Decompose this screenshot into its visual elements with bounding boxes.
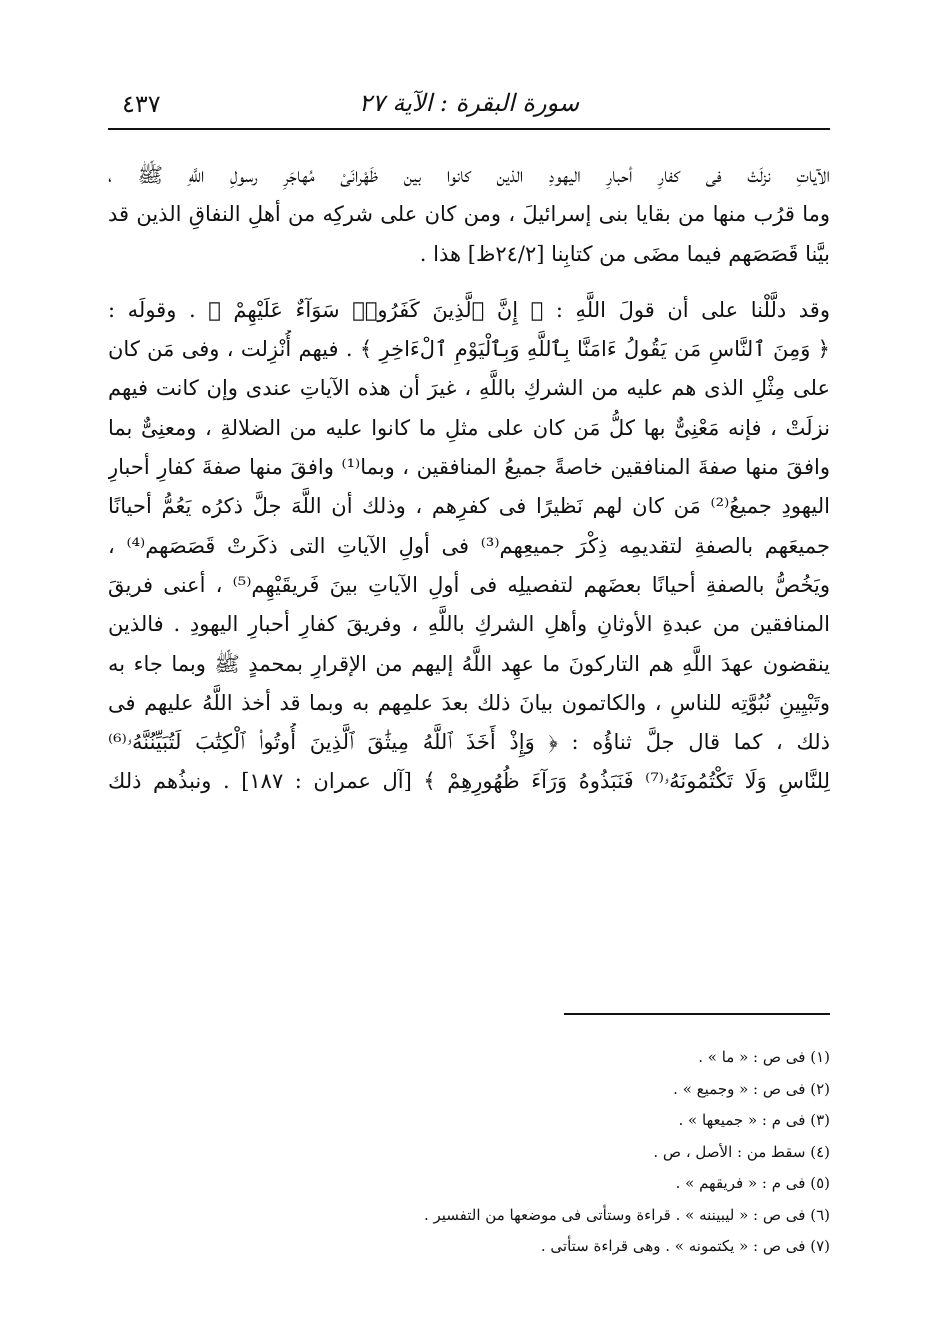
- footnotes: [108, 1042, 830, 1263]
- footnote-item: (٦) فى ص : « ليبيننه » . قراءة وستأتى فى موضعها من التفسير .: [423, 1205, 830, 1224]
- text-line: المنافقين من عبدةِ الأوثانِ وأهلِ الشركِ باللَّهِ ، وفريقَ كفارِ أحبارِ اليهودِ . فالذين: [108, 612, 830, 637]
- footnote-item: (١) فى ص : « ما » .: [698, 1048, 830, 1066]
- footnote-item: (٤) سقط من : الأصل ، ص .: [653, 1142, 830, 1161]
- text-line: اليهودِ جميعُ⁽²⁾ مَن كان لهم نَظيرًا فى كفرِهم ، وذلك أن اللَّهَ جلَّ ذكرُه يَعُمُّ أحيانًا: [108, 494, 830, 519]
- text-line: جميعَهم بالصفةِ لتقديمِه ذِكْرَ جميعِهم⁽³⁾ فى أولِ الآياتِ التى ذكَرتْ قَصَصَهم⁽⁴⁾ ،: [108, 533, 830, 558]
- text-line: نزلَتْ ، فإنه مَعْنِىٌّ بها كلُّ مَن كان على مثلِ ما كانوا عليه من الضلالةِ ، ومعنِىٌّ بما: [108, 415, 830, 440]
- text-line: على مِثْلِ الذى هم عليه من الشركِ باللَّهِ ، غيرَ أن هذه الآياتِ عندى وإن كانت فيهم: [108, 376, 830, 401]
- text-line: وافقَ منها صفةَ المنافقين خاصةً جميعُ المنافقين ، وبما⁽¹⁾ وافقَ منها صفةَ كفارِ أحبارِ: [108, 455, 830, 480]
- footnote-item: (٧) فى ص : « يكتمونه » . وهى قراءة ستأتى .: [540, 1237, 830, 1255]
- footnote-item: (٥) فى م : « فريقهم » .: [675, 1174, 830, 1192]
- text-line: وتَبْيِينِ نُبُوَّتِه للناسِ ، والكاتمون بيانَ ذلك بعدَ علمِهم به وبما قد أخذ اللَّهُ عليهم فى: [108, 690, 830, 715]
- header-divider: [108, 128, 830, 130]
- page-number: ٤٣٧: [122, 90, 161, 118]
- text-line: وقد دلَّلْنا على أن قولَ اللَّهِ : ﴿ إِنَّ ٱلَّذِينَ كَفَرُوا۟ سَوَآءٌ عَلَيْهِمْ ﴾ . وقولَه :: [108, 297, 830, 322]
- text-line: ويَخُصُّ بالصفةِ أحيانًا بعضَهم لتفصيلِه فى أولِ الآياتِ بينَ فَريقَيْهِم⁽⁵⁾ ، أعنى فريقَ: [108, 572, 830, 597]
- main-text: [108, 156, 830, 802]
- footnote-item: (٣) فى م : « جميعها » .: [678, 1111, 830, 1129]
- running-title: سورة البقرة : الآية ٢٧: [358, 89, 580, 117]
- page-header: [108, 84, 830, 124]
- text-line: بيَّنا قَصَصَهم فيما مضَى من كتابِنا [٢٤/٢ظ] هذا .: [419, 241, 830, 266]
- text-line: ﴿ وَمِنَ ٱلنَّاسِ مَن يَقُولُ ءَامَنَّا بِٱللَّهِ وَبِٱلْيَوْمِ ٱلْءَاخِرِ ﴾ . فيهم أُنْزِلت ، وفى مَن كان: [108, 337, 830, 362]
- footnote-item: (٢) فى ص : « وجميع » .: [673, 1079, 830, 1098]
- text-line: ينقضون عهدَ اللَّهِ هم التاركونَ ما عهِد اللَّهُ إليهم من الإقرارِ بمحمدٍ ﷺ وبما جاء به: [108, 651, 830, 676]
- text-line: لِلنَّاسِ وَلَا تَكْتُمُونَهُۥ⁽⁷⁾ فَنَبَذُوهُ وَرَآءَ ظُهُورِهِمْ ﴾ [آل عمران : ١٨٧] . ونبذُهم ذلك: [108, 769, 830, 794]
- text-line: ذلك ، كما قال جلَّ ثناؤُه : ﴿ وَإِذْ أَخَذَ ٱللَّهُ مِيثَٰقَ ٱلَّذِينَ أُوتُوا۟ ٱلْكِتَٰبَ لَتُبَيِّنُنَّهُۥ⁽⁶⁾: [108, 730, 830, 755]
- text-line: وما قرُب منها من بقايا بنى إسرائيلَ ، ومن كان على شركِه من أهلِ النفاقِ الذين قد: [108, 202, 830, 227]
- footnote-divider: [564, 1013, 830, 1015]
- text-line: الآياتِ نزلَتْ فى كفارِ أحبارِ اليهودِ الذين كانوا بين ظَهْرانَىْ مُهاجَرِ رسولِ اللَّهِ ﷺ ،: [108, 163, 830, 187]
- paragraph-gap: [108, 274, 830, 291]
